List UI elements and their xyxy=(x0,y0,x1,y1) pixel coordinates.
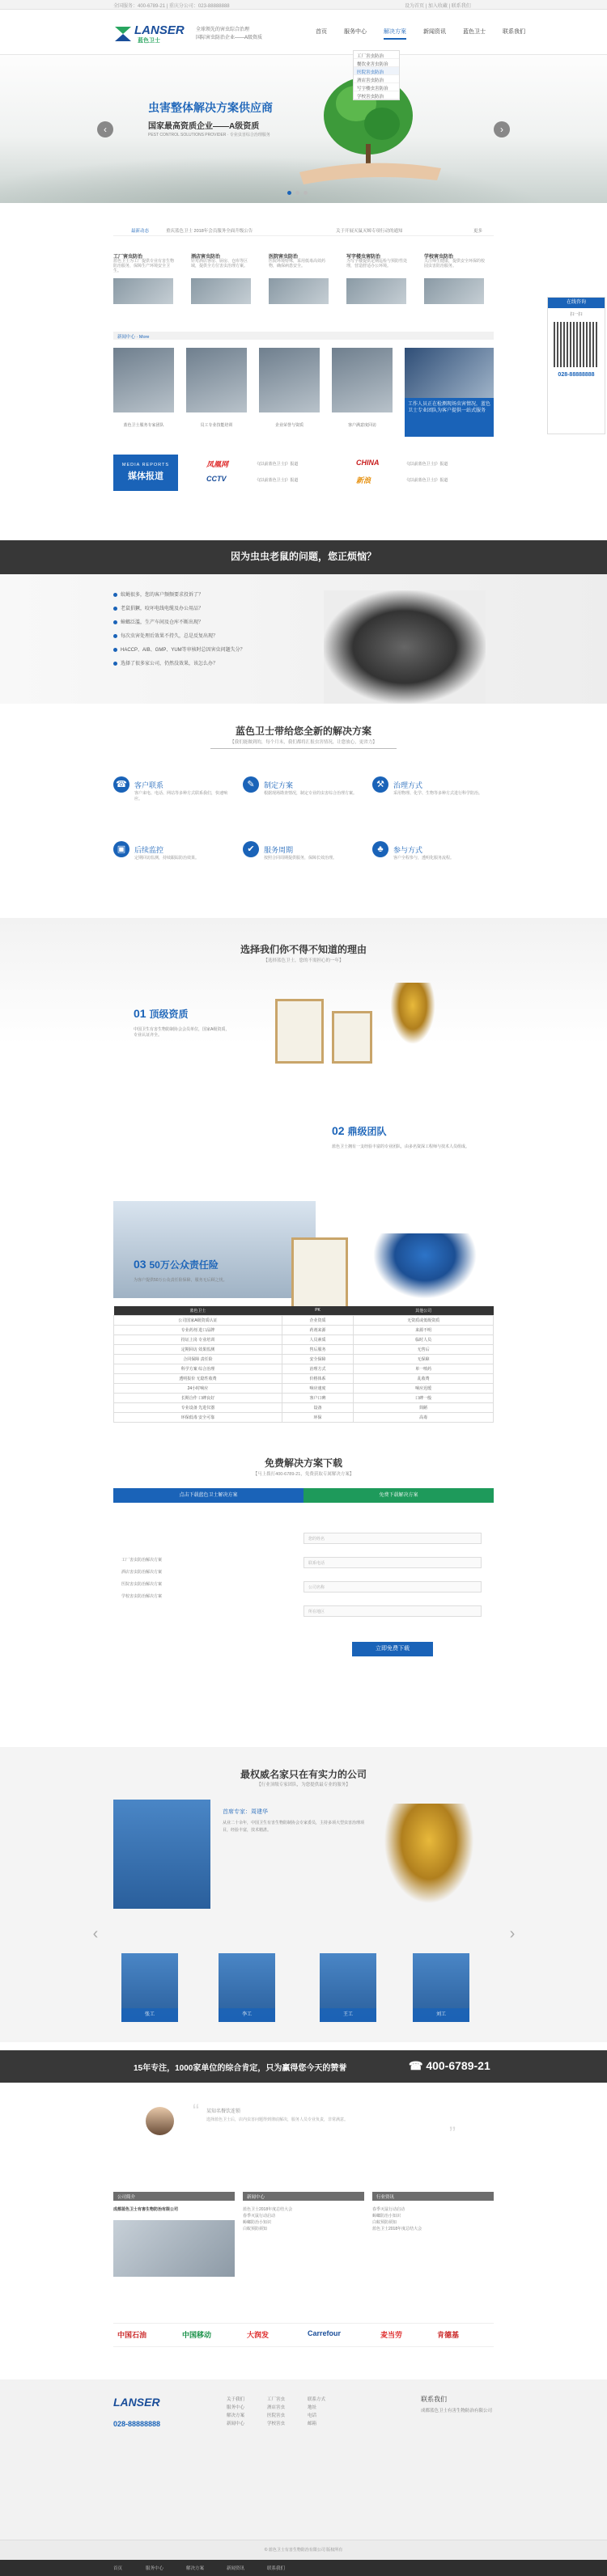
case-image xyxy=(191,278,251,304)
industry-list xyxy=(372,2206,422,2232)
banner-subtitle: 国家最高资质企业——A级资质 xyxy=(148,122,260,131)
about-bar[interactable]: 公司简介 xyxy=(113,2192,235,2201)
dropdown-item[interactable]: 写字楼虫害防治 xyxy=(354,83,399,91)
banner-pagination xyxy=(287,191,308,195)
table-row: 公司国家A级资质认证 企业资质 无资质或低级资质 xyxy=(114,1315,494,1325)
dropdown-item[interactable]: 工厂害虫防治 xyxy=(354,51,399,59)
partner-logo[interactable]: 肯德基 xyxy=(437,2331,460,2339)
reasons-subtitle: 【选择蓝色卫士，您的不需担心的一年】 xyxy=(263,958,344,963)
expert-prev-arrow[interactable]: ‹ xyxy=(92,1925,99,1943)
company-input[interactable]: 公司名称 xyxy=(304,1581,482,1593)
solution-item: ▣ 后续监控 定期回访监测，持续跟踪防治效果。 xyxy=(113,841,235,898)
phone-input[interactable]: 联系电话 xyxy=(304,1557,482,1568)
phone-icon: ☎ xyxy=(113,776,129,793)
expert-name: 刘工 xyxy=(413,2008,469,2022)
industry-bar[interactable]: 行业资讯 xyxy=(372,2192,494,2201)
dropdown-item[interactable]: 酒店害虫防治 xyxy=(354,75,399,83)
download-subtitle: 【马上拨打400-6789-21，免费获取专属解决方案】 xyxy=(253,1472,354,1477)
case-item[interactable]: 医院害虫防治 医院环境特殊，采用低毒高效药物，确保病患安全。 xyxy=(269,252,330,304)
featured-news[interactable]: 工作人员正在检测现场虫害情况，蓝色卫士专业团队为客户提供一站式服务 xyxy=(405,348,494,437)
region-input[interactable]: 所在地区 xyxy=(304,1605,482,1617)
side-contact-widget xyxy=(547,297,605,434)
nav-item-solution[interactable]: 解决方案 xyxy=(384,27,406,40)
news-image[interactable] xyxy=(259,348,320,412)
client-avatar xyxy=(146,2107,174,2135)
table-row: 定期回访 效果监测 售后服务 无售后 xyxy=(114,1344,494,1354)
chief-expert-name: 首席专家：周建华 xyxy=(223,1809,268,1815)
slogan-text: 15年专注，1000家单位的综合肯定，只为赢得您今天的赞誉 xyxy=(134,2064,347,2073)
case-item[interactable]: 工厂害虫防治 蓝色卫士为工厂提供专业有害生物防治服务，保障生产环境安全卫生。 xyxy=(113,252,175,304)
logo[interactable] xyxy=(113,23,190,44)
news-caption: 蓝色卫士服务专家团队 xyxy=(123,423,164,428)
list-item[interactable]: 春季灭鼠行动启动 xyxy=(243,2214,276,2219)
table-row: 24小时响应 响应速度 响应迟缓 xyxy=(114,1383,494,1393)
qr-code-icon xyxy=(554,322,599,367)
table-row: 科学方案 综合治理 治理方式 单一喷药 xyxy=(114,1364,494,1373)
footer-link[interactable]: 学校害虫 xyxy=(267,2422,286,2426)
nav-item-service[interactable]: 服务中心 xyxy=(344,29,367,35)
pain-item: 老鼠猖獗，咬坏电线电缆及办公用品？ xyxy=(113,604,245,618)
partner-logo[interactable]: 麦当劳 xyxy=(380,2331,403,2339)
footer-link[interactable]: 关于我们 xyxy=(227,2397,245,2402)
table-row: 环保低毒 安全可靠 环保 高毒 xyxy=(114,1412,494,1422)
copyright-bar xyxy=(0,2540,607,2560)
expert-subtitle: 【行业顶级专家团队，为您提供最专业的服务】 xyxy=(257,1783,350,1787)
footer-link[interactable]: 地址 xyxy=(308,2405,317,2410)
pain-item: 选择了很多家公司，仍然没效果，该怎么办？ xyxy=(113,659,245,673)
pain-item: 蟑螂泛滥，生产车间及仓库不断出现？ xyxy=(113,618,245,632)
trophy-image xyxy=(380,1804,478,1909)
media-report-text[interactable]: 《(以前蓝色卫士)》报道 xyxy=(405,478,448,483)
pain-list xyxy=(113,590,245,673)
main-nav xyxy=(316,27,542,40)
notice-bar xyxy=(113,225,494,236)
pagination-dot[interactable] xyxy=(287,191,291,195)
reasons-section xyxy=(0,918,607,1339)
media-logo[interactable]: 新浪 xyxy=(356,476,371,484)
check-icon: ✔ xyxy=(243,841,259,857)
case-item[interactable]: 写字楼虫害防治 为写字楼提供定期巡检与预防性处理，营造舒适办公环境。 xyxy=(346,252,408,304)
banner-next-button[interactable]: › xyxy=(494,121,510,137)
footer-column xyxy=(227,2396,244,2428)
dropdown-item[interactable]: 餐饮业害虫防治 xyxy=(354,59,399,67)
chief-expert-desc: 从业二十余年，中国卫生有害生物防制协会专家委员，主持多项大型虫害治理项目，经验丰富，技术精湛。 xyxy=(223,1821,365,1833)
topbar-contact: 全国服务：400-6789-21 | 重庆分公司：023-88888888 xyxy=(113,4,230,9)
case-list xyxy=(113,252,494,313)
notice-text-1[interactable]: 重庆蓝色卫士 2018年会员服务全面升级公告 xyxy=(166,229,253,234)
solution-item: ⚒ 治理方式 采用物理、化学、生物等多种方式进行科学防治。 xyxy=(372,776,494,833)
partner-logo[interactable]: 中国移动 xyxy=(182,2331,212,2339)
hero-banner xyxy=(0,55,607,203)
footer xyxy=(0,2379,607,2541)
reason-1-desc: 中国卫生有害生物防制协会会员单位，国家A级资质，专业认证齐全。 xyxy=(134,1027,230,1038)
tools-icon: ⚒ xyxy=(372,776,388,793)
slogan-bar xyxy=(0,2050,607,2083)
footer-link[interactable]: 新闻中心 xyxy=(227,2422,245,2426)
partner-logos xyxy=(113,2323,494,2347)
bottom-nav-item[interactable]: 新闻资讯 xyxy=(227,2566,245,2571)
notice-label: 最新动态 xyxy=(131,229,150,234)
solution-subtitle: 【我们能做到的，每个月末，我们都将汇报虫害情况，让您放心，更省力】 xyxy=(230,740,377,745)
download-submit-button[interactable]: 立即免费下载 xyxy=(352,1642,433,1656)
pain-section xyxy=(0,574,607,704)
media-logo[interactable]: CHINA xyxy=(356,459,380,467)
expert-section xyxy=(0,1747,607,2042)
partner-logo[interactable]: 中国石油 xyxy=(117,2331,147,2339)
banner-title: 虫害整体解决方案供应商 xyxy=(148,101,273,114)
news-image[interactable] xyxy=(186,348,247,412)
list-item[interactable]: 白蚁预防须知 xyxy=(243,2227,268,2231)
case-image xyxy=(346,278,406,304)
monitor-icon: ▣ xyxy=(113,841,129,857)
download-tab-1[interactable]: 点击下载蓝色卫士解决方案 xyxy=(113,1488,304,1503)
footer-column xyxy=(308,2396,325,2428)
news-bar[interactable]: 新闻中心 xyxy=(243,2192,364,2201)
solution-dropdown xyxy=(353,50,400,100)
media-logo[interactable]: 凤凰网 xyxy=(206,460,229,468)
featured-news-image xyxy=(405,348,494,398)
footer-link[interactable]: 邮箱 xyxy=(308,2422,317,2426)
footer-link[interactable]: 电话 xyxy=(308,2413,317,2418)
bottom-nav-item[interactable]: 解决方案 xyxy=(186,2566,205,2571)
news-gallery xyxy=(113,348,494,437)
partner-logo[interactable]: 大润发 xyxy=(247,2331,270,2339)
partner-logo[interactable]: Carrefour xyxy=(308,2329,342,2337)
widget-label: 扫一扫 xyxy=(570,312,583,317)
table-row: 专业设备 先进仪器 设备 简陋 xyxy=(114,1402,494,1412)
news-caption: 企业荣誉与资质 xyxy=(274,423,304,428)
news-image[interactable] xyxy=(113,348,174,412)
download-row[interactable]: 医院害虫防治解决方案 xyxy=(121,1582,163,1587)
footer-link[interactable]: 服务中心 xyxy=(227,2405,245,2410)
chief-expert-photo xyxy=(113,1800,210,1909)
table-row: 持证上岗 专业培训 人员素质 临时人员 xyxy=(114,1335,494,1344)
solution-item: ♣ 参与方式 客户全程参与，透明化服务流程。 xyxy=(372,841,494,898)
team-photo xyxy=(113,1201,316,1298)
header-slogan: 全球领先的害虫综合治理 国际害虫防治企业——A级资质 xyxy=(196,27,263,40)
media-reports-box: MEDIA REPORTS 媒体报道 xyxy=(113,455,178,491)
footer-link[interactable]: 工厂害虫 xyxy=(267,2397,286,2402)
logo-icon xyxy=(113,25,133,43)
news-section-bar: 新闻中心 · More xyxy=(113,332,494,340)
table-row: 专业药剂 进口品牌 药剂来源 来源不明 xyxy=(114,1325,494,1335)
comparison-table xyxy=(113,1306,494,1423)
pen-icon: ✎ xyxy=(243,776,259,793)
info-section xyxy=(113,2192,494,2321)
list-item[interactable]: 蓝色卫士2018年度总结大会 xyxy=(372,2227,422,2231)
hotline-phone[interactable]: ☎ 400-6789-21 xyxy=(409,2059,490,2072)
solution-section xyxy=(113,724,494,918)
reason-1-heading: 01 顶级资质 xyxy=(134,1007,189,1020)
dropdown-item[interactable]: 医院害虫防治 xyxy=(354,67,399,75)
notice-text-2[interactable]: 关于开展灭鼠灭蟑专项行动的通知 xyxy=(336,229,403,234)
list-item[interactable]: 蟑螂防治小知识 xyxy=(372,2214,401,2219)
expert-name: 张工 xyxy=(121,2008,178,2022)
client-name: 某知名餐饮连锁 xyxy=(206,2109,241,2114)
download-row[interactable]: 工厂害虫防治解决方案 xyxy=(121,1558,163,1563)
insurance-document-image xyxy=(291,1237,348,1314)
case-image xyxy=(269,278,329,304)
header xyxy=(0,10,607,99)
reason-2-desc: 蓝色卫士拥有一支经验丰富的专业团队，由多名资深工程师与技术人员组成。 xyxy=(332,1144,470,1149)
pagination-dot[interactable] xyxy=(295,191,299,195)
name-input[interactable]: 您的姓名 xyxy=(304,1533,482,1544)
nav-item-home[interactable]: 首页 xyxy=(316,29,327,35)
bottom-nav xyxy=(0,2560,607,2576)
footer-link[interactable]: 解决方案 xyxy=(227,2413,245,2418)
pain-title: 因为虫虫老鼠的问题，您正烦恼？ xyxy=(230,551,376,562)
case-item[interactable]: 酒店害虫防治 针对酒店客房、厨房、仓库等区域，提供全方位害虫治理方案。 xyxy=(191,252,253,304)
list-item[interactable]: 蟑螂防治小知识 xyxy=(243,2220,272,2225)
expert-next-arrow[interactable]: › xyxy=(509,1925,516,1943)
news-list xyxy=(243,2206,292,2232)
media-logo[interactable]: CCTV xyxy=(206,475,227,483)
testimonial-text: 选择蓝色卫士后，店内虫害问题得到彻底解决，服务人员专业负责，非常满意。 xyxy=(206,2117,349,2122)
expert-name: 李工 xyxy=(219,2008,275,2022)
media-reports xyxy=(113,455,494,491)
nav-item-news[interactable]: 新闻资讯 xyxy=(423,29,446,35)
pain-item: 每次虫害处理后效果不持久，总是反复出现？ xyxy=(113,632,245,645)
solution-item: ✔ 服务周期 按照合同周期提供服务，保障长效治理。 xyxy=(243,841,364,898)
topbar-links[interactable]: 设为首页 | 加入收藏 | 联系我们 xyxy=(405,4,471,9)
topbar xyxy=(0,0,607,10)
bottom-nav-item[interactable]: 首页 xyxy=(113,2566,123,2571)
solution-item: ☎ 客户联系 客户来电、电话、网站等多种方式联系我们，快速响应。 xyxy=(113,776,235,833)
nav-item-contact[interactable]: 联系我们 xyxy=(503,29,525,35)
pain-item: HACCP、AIB、GMP、YUM等审核时总因害虫问题失分？ xyxy=(113,645,245,659)
download-tab-2[interactable]: 免费下载解决方案 xyxy=(304,1488,494,1503)
open-quote-icon: “ xyxy=(193,2100,199,2122)
solution-title: 蓝色卫士带给您全新的解决方案 xyxy=(235,725,371,737)
company-name: 成都蓝色卫士有害生物防治有限公司 xyxy=(113,2207,179,2212)
list-item[interactable]: 春季灭鼠行动启动 xyxy=(372,2207,405,2212)
footer-phone: 028-88888888 xyxy=(113,2420,161,2428)
dropdown-item[interactable]: 学校害虫防治 xyxy=(354,91,399,99)
copyright-text: © 蓝色卫士有害生物防治有限公司 版权所有 xyxy=(264,2548,343,2553)
news-caption: 客户满意度回访 xyxy=(347,423,376,428)
notice-more[interactable]: 更多 xyxy=(473,229,483,234)
case-item[interactable]: 学校害虫防治 关注师生健康，提供安全环保的校园虫害防治服务。 xyxy=(424,252,486,304)
logo-text: LANSER xyxy=(134,23,185,37)
reasons-title: 选择我们你不得不知道的理由 xyxy=(240,944,367,955)
table-header-row: 蓝色卫士 PK 其他公司 xyxy=(114,1306,494,1315)
widget-title[interactable]: 在线咨询 xyxy=(548,298,605,308)
logo-cn: 蓝色卫士 xyxy=(138,38,160,44)
bottom-nav-item[interactable]: 服务中心 xyxy=(146,2566,164,2571)
news-caption: 员工专业技能培训 xyxy=(200,423,233,428)
pain-title-bar xyxy=(0,540,607,574)
reason-3-desc: 为客户提供50万公众责任险保障，服务无后顾之忧。 xyxy=(134,1278,227,1283)
pain-item: 蚊蝇很多，您的客户频频要求投诉了？ xyxy=(113,590,245,604)
certificate-image xyxy=(275,999,324,1064)
media-report-text[interactable]: 《(以前蓝色卫士)》报道 xyxy=(405,462,448,467)
download-section xyxy=(113,1456,494,1652)
case-image xyxy=(424,278,484,304)
widget-phone[interactable]: 028-88888888 xyxy=(558,372,595,378)
close-quote-icon: ” xyxy=(449,2123,456,2145)
footer-logo[interactable]: LANSER xyxy=(113,2396,160,2409)
footer-contact: 联系我们 成都蓝色卫士有害生物防治有限公司 xyxy=(421,2396,493,2413)
people-icon: ♣ xyxy=(372,841,388,857)
certificate-image xyxy=(332,1011,372,1064)
table-row: 合同保障 责任险 安全保障 无保障 xyxy=(114,1354,494,1364)
solution-item: ✎ 制定方案 根据现场勘查情况，制定专业的虫害综合治理方案。 xyxy=(243,776,364,833)
footer-link[interactable]: 联系方式 xyxy=(308,2397,326,2402)
reason-3-heading: 03 50万公众责任险 xyxy=(134,1258,219,1271)
list-item[interactable]: 蓝色卫士2018年度总结大会 xyxy=(243,2207,293,2212)
news-image[interactable] xyxy=(332,348,393,412)
reason-2-heading: 02 鼎级团队 xyxy=(332,1124,387,1137)
divider xyxy=(210,748,397,749)
expert-name: 王工 xyxy=(320,2008,376,2022)
download-title: 免费解决方案下载 xyxy=(264,1457,342,1469)
testimonial xyxy=(0,2083,607,2172)
footer-column xyxy=(267,2396,285,2428)
footer-link[interactable]: 医院害虫 xyxy=(267,2413,286,2418)
banner-small-text: PEST CONTROL SOLUTIONS PROVIDER · 专业虫害综合治理服务 xyxy=(148,133,270,137)
umbrella-image xyxy=(364,1233,486,1306)
stressed-man-image xyxy=(324,590,486,704)
media-report-text[interactable]: 《(以前蓝色卫士)》报道 xyxy=(255,478,299,483)
nav-item-about[interactable]: 蓝色卫士 xyxy=(463,29,486,35)
table-row: 透明报价 无隐性收费 价格体系 乱收费 xyxy=(114,1373,494,1383)
company-photo xyxy=(113,2220,235,2277)
case-image xyxy=(113,278,173,304)
footer-link[interactable]: 酒店害虫 xyxy=(267,2405,286,2410)
media-report-text[interactable]: 《(以前蓝色卫士)》报道 xyxy=(255,462,299,467)
trophy-image xyxy=(388,983,437,1047)
pagination-dot[interactable] xyxy=(304,191,308,195)
download-row[interactable]: 学校害虫防治解决方案 xyxy=(121,1594,163,1599)
download-row[interactable]: 酒店害虫防治解决方案 xyxy=(121,1570,163,1575)
bottom-nav-item[interactable]: 联系我们 xyxy=(267,2566,286,2571)
table-row: 长期合作 口碑良好 客户口碑 口碑一般 xyxy=(114,1393,494,1402)
banner-prev-button[interactable]: ‹ xyxy=(97,121,113,137)
list-item[interactable]: 白蚁预防须知 xyxy=(372,2220,397,2225)
expert-title: 最权威名家只在有实力的公司 xyxy=(240,1769,367,1780)
